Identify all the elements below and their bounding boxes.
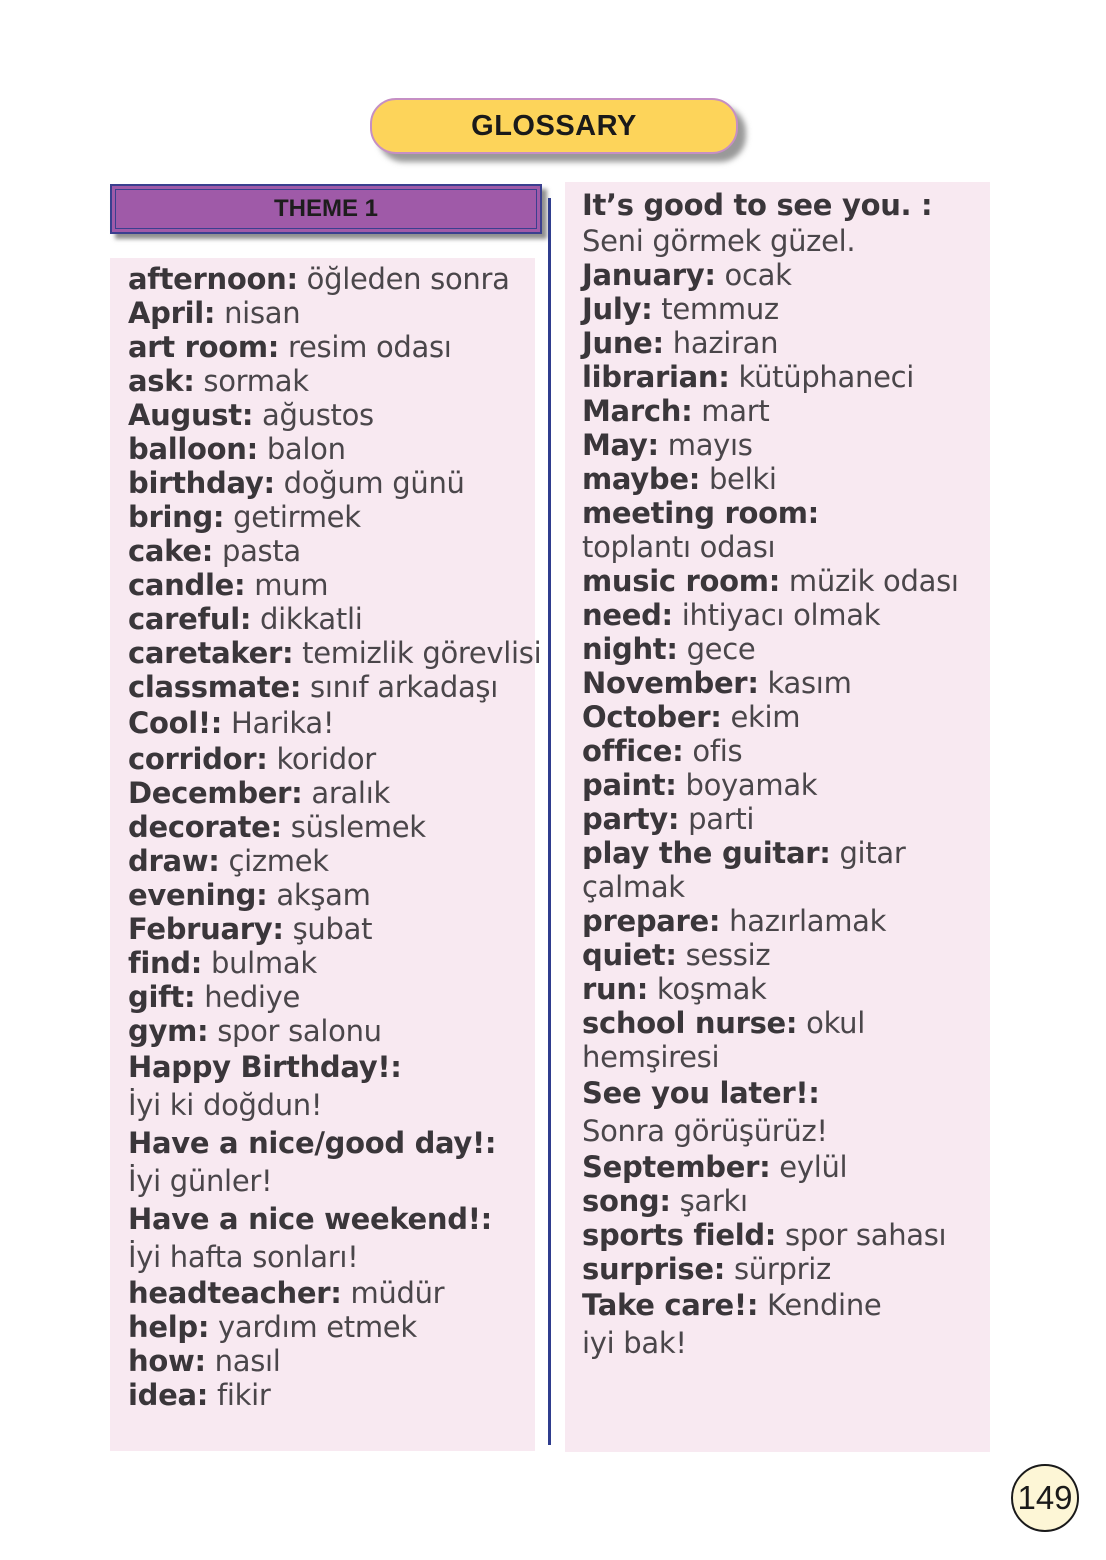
glossary-term: run:	[582, 972, 648, 1006]
glossary-entry	[582, 530, 959, 564]
glossary-definition: mayıs	[658, 428, 753, 462]
glossary-term: maybe:	[582, 462, 701, 496]
glossary-entry	[582, 1112, 959, 1150]
glossary-definition: ocak	[715, 258, 792, 292]
glossary-entry	[582, 666, 959, 700]
glossary-term: quiet:	[582, 938, 677, 972]
glossary-definition: pasta	[213, 534, 301, 568]
glossary-definition: doğum günü	[274, 466, 465, 500]
glossary-term: See you later!:	[582, 1076, 820, 1110]
glossary-entry	[128, 670, 541, 704]
glossary-definition: kütüphaneci	[729, 360, 915, 394]
glossary-entry	[128, 1200, 541, 1238]
glossary-term: February:	[128, 912, 284, 946]
glossary-term: August:	[128, 398, 254, 432]
glossary-term: sports field:	[582, 1218, 777, 1252]
glossary-entry	[128, 398, 541, 432]
glossary-definition: yardım etmek	[209, 1310, 417, 1344]
theme-heading: THEME 1	[110, 184, 542, 234]
glossary-term: prepare:	[582, 904, 721, 938]
glossary-definition: spor sahası	[776, 1218, 947, 1252]
glossary-definition: nasıl	[205, 1344, 281, 1378]
glossary-definition: Seni görmek güzel.	[582, 224, 856, 258]
glossary-term: headteacher:	[128, 1276, 342, 1310]
glossary-definition: İyi günler!	[128, 1164, 273, 1198]
glossary-entry	[128, 1238, 541, 1276]
glossary-term: June:	[582, 326, 664, 360]
glossary-definition: hediye	[195, 980, 301, 1014]
glossary-definition: fikir	[208, 1378, 271, 1412]
glossary-definition: balon	[257, 432, 346, 466]
glossary-term: Happy Birthday!:	[128, 1050, 402, 1084]
glossary-definition: iyi bak!	[582, 1326, 687, 1360]
glossary-entry	[582, 836, 959, 870]
glossary-definition: getirmek	[224, 500, 361, 534]
glossary-definition: şubat	[283, 912, 373, 946]
glossary-entry	[128, 980, 541, 1014]
glossary-definition: haziran	[663, 326, 779, 360]
glossary-definition: gitar	[830, 836, 906, 870]
glossary-entry	[128, 500, 541, 534]
glossary-term: May:	[582, 428, 659, 462]
glossary-definition: temizlik görevlisi	[293, 636, 542, 670]
glossary-term: cake:	[128, 534, 214, 568]
glossary-definition: dikkatli	[251, 602, 363, 636]
glossary-term: October:	[582, 700, 722, 734]
right-glossary-column	[582, 186, 959, 1362]
glossary-definition: Kendine	[758, 1288, 882, 1322]
glossary-entry	[582, 768, 959, 802]
glossary-term: office:	[582, 734, 684, 768]
glossary-definition: öğleden sonra	[297, 262, 510, 296]
glossary-definition: çizmek	[219, 844, 329, 878]
glossary-definition: parti	[679, 802, 755, 836]
glossary-definition: toplantı odası	[582, 530, 776, 564]
glossary-term: art room:	[128, 330, 280, 364]
glossary-entry	[128, 1276, 541, 1310]
glossary-definition: İyi hafta sonları!	[128, 1240, 359, 1274]
glossary-term: song:	[582, 1184, 671, 1218]
glossary-title: GLOSSARY	[370, 98, 738, 154]
glossary-term: decorate:	[128, 810, 282, 844]
glossary-term: librarian:	[582, 360, 730, 394]
glossary-entry	[128, 1048, 541, 1086]
glossary-definition: hemşiresi	[582, 1040, 720, 1074]
glossary-term: ask:	[128, 364, 195, 398]
glossary-entry	[582, 700, 959, 734]
glossary-entry	[582, 1252, 959, 1286]
glossary-definition: belki	[700, 462, 777, 496]
glossary-entry	[582, 462, 959, 496]
glossary-definition: boyamak	[676, 768, 818, 802]
glossary-definition: koşmak	[648, 972, 767, 1006]
glossary-entry	[128, 946, 541, 980]
glossary-term: meeting room:	[582, 496, 819, 530]
glossary-entry	[582, 632, 959, 666]
glossary-entry	[128, 330, 541, 364]
glossary-entry	[128, 776, 541, 810]
glossary-entry	[128, 1086, 541, 1124]
glossary-definition: temmuz	[652, 292, 779, 326]
glossary-definition: mart	[692, 394, 770, 428]
glossary-entry	[582, 1150, 959, 1184]
glossary-term: night:	[582, 632, 678, 666]
glossary-entry	[582, 904, 959, 938]
glossary-definition: Sonra görüşürüz!	[582, 1114, 828, 1148]
glossary-entry	[582, 564, 959, 598]
glossary-definition: şarkı	[670, 1184, 748, 1218]
glossary-entry	[582, 802, 959, 836]
glossary-definition: ofis	[683, 734, 743, 768]
glossary-term: draw:	[128, 844, 220, 878]
glossary-term: school nurse:	[582, 1006, 798, 1040]
glossary-entry	[582, 360, 959, 394]
glossary-definition: süslemek	[281, 810, 426, 844]
glossary-definition: sormak	[194, 364, 309, 398]
glossary-entry	[582, 870, 959, 904]
glossary-term: afternoon:	[128, 262, 298, 296]
glossary-definition: resim odası	[279, 330, 452, 364]
glossary-entry	[128, 466, 541, 500]
glossary-entry	[582, 938, 959, 972]
glossary-definition: gece	[677, 632, 756, 666]
glossary-term: Have a nice/good day!:	[128, 1126, 497, 1160]
glossary-entry	[128, 636, 541, 670]
glossary-entry	[128, 1014, 541, 1048]
glossary-definition: ağustos	[253, 398, 374, 432]
glossary-term: caretaker:	[128, 636, 294, 670]
glossary-term: April:	[128, 296, 216, 330]
glossary-definition: nisan	[215, 296, 301, 330]
glossary-term: corridor:	[128, 742, 268, 776]
glossary-entry	[128, 262, 541, 296]
glossary-entry	[128, 810, 541, 844]
glossary-entry	[582, 1184, 959, 1218]
glossary-term: need:	[582, 598, 673, 632]
glossary-entry	[582, 1324, 959, 1362]
glossary-entry	[128, 1124, 541, 1162]
page-number: 149	[1011, 1464, 1079, 1532]
glossary-entry	[582, 598, 959, 632]
glossary-entry	[582, 1040, 959, 1074]
column-divider	[548, 198, 551, 1445]
glossary-term: It’s good to see you. :	[582, 188, 933, 222]
glossary-term: bring:	[128, 500, 225, 534]
glossary-entry	[128, 364, 541, 398]
glossary-definition: müdür	[341, 1276, 445, 1310]
glossary-term: January:	[582, 258, 716, 292]
glossary-term: birthday:	[128, 466, 275, 500]
glossary-definition: akşam	[267, 878, 371, 912]
glossary-term: find:	[128, 946, 203, 980]
glossary-term: careful:	[128, 602, 252, 636]
glossary-entry	[128, 1378, 541, 1412]
glossary-definition: kasım	[758, 666, 852, 700]
glossary-definition: okul	[797, 1006, 866, 1040]
glossary-definition: sessiz	[676, 938, 771, 972]
glossary-entry	[128, 1162, 541, 1200]
glossary-definition: aralık	[302, 776, 390, 810]
glossary-entry	[128, 912, 541, 946]
glossary-entry	[128, 1344, 541, 1378]
glossary-entry	[582, 428, 959, 462]
glossary-term: play the guitar:	[582, 836, 831, 870]
glossary-entry	[128, 534, 541, 568]
glossary-entry	[128, 742, 541, 776]
glossary-definition: çalmak	[582, 870, 685, 904]
glossary-entry	[128, 878, 541, 912]
glossary-entry	[128, 432, 541, 466]
glossary-term: Take care!:	[582, 1288, 759, 1322]
glossary-entry	[582, 734, 959, 768]
glossary-entry	[128, 568, 541, 602]
glossary-definition: ihtiyacı olmak	[672, 598, 881, 632]
glossary-entry	[128, 296, 541, 330]
glossary-term: November:	[582, 666, 759, 700]
glossary-term: December:	[128, 776, 303, 810]
glossary-entry	[582, 1006, 959, 1040]
glossary-entry	[128, 704, 541, 742]
glossary-entry	[582, 292, 959, 326]
glossary-entry	[582, 326, 959, 360]
glossary-definition: sınıf arkadaşı	[301, 670, 498, 704]
glossary-definition: sürpriz	[725, 1252, 831, 1286]
glossary-term: how:	[128, 1344, 206, 1378]
glossary-term: candle:	[128, 568, 246, 602]
glossary-entry	[582, 186, 959, 224]
glossary-term: party:	[582, 802, 680, 836]
glossary-entry	[128, 602, 541, 636]
glossary-term: Cool!:	[128, 706, 223, 740]
glossary-entry	[128, 1310, 541, 1344]
glossary-definition: ekim	[721, 700, 801, 734]
glossary-term: paint:	[582, 768, 677, 802]
left-glossary-column	[128, 262, 541, 1412]
glossary-term: help:	[128, 1310, 210, 1344]
glossary-definition: müzik odası	[780, 564, 959, 598]
glossary-term: July:	[582, 292, 653, 326]
glossary-entry	[128, 844, 541, 878]
glossary-definition: eylül	[770, 1150, 848, 1184]
glossary-definition: spor salonu	[208, 1014, 382, 1048]
glossary-term: idea:	[128, 1378, 209, 1412]
glossary-definition: bulmak	[202, 946, 317, 980]
glossary-entry	[582, 1286, 959, 1324]
glossary-term: classmate:	[128, 670, 302, 704]
glossary-entry	[582, 1074, 959, 1112]
glossary-term: gift:	[128, 980, 196, 1014]
glossary-term: balloon:	[128, 432, 258, 466]
glossary-term: gym:	[128, 1014, 209, 1048]
glossary-term: September:	[582, 1150, 771, 1184]
glossary-definition: koridor	[267, 742, 376, 776]
glossary-definition: mum	[245, 568, 329, 602]
glossary-term: music room:	[582, 564, 781, 598]
glossary-definition: hazırlamak	[720, 904, 887, 938]
glossary-entry	[582, 1218, 959, 1252]
glossary-entry	[582, 972, 959, 1006]
glossary-entry	[582, 394, 959, 428]
glossary-term: Have a nice weekend!:	[128, 1202, 492, 1236]
glossary-term: March:	[582, 394, 693, 428]
glossary-entry	[582, 258, 959, 292]
glossary-entry	[582, 496, 959, 530]
glossary-definition: İyi ki doğdun!	[128, 1088, 323, 1122]
glossary-term: surprise:	[582, 1252, 726, 1286]
glossary-entry	[582, 224, 959, 258]
glossary-definition: Harika!	[222, 706, 335, 740]
glossary-term: evening:	[128, 878, 268, 912]
